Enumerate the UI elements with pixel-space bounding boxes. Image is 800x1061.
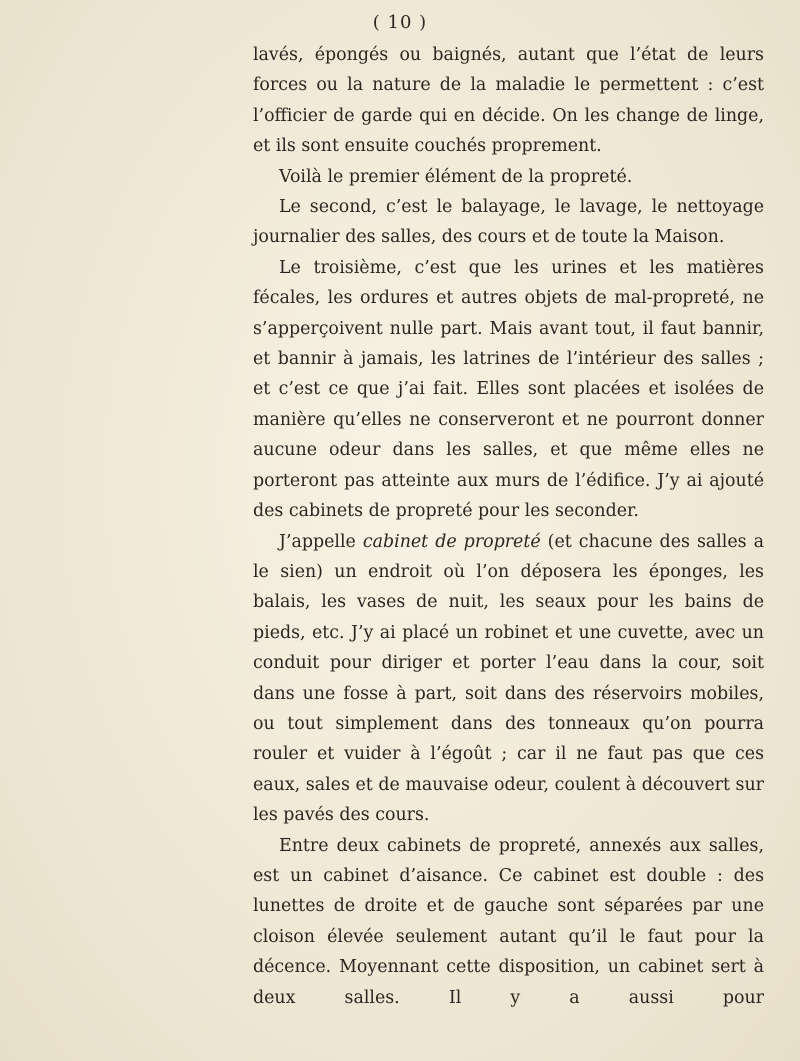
paragraph-4: Le troisième, c’est que les urines et les matières fécales, les ordures et autres objets de mal-propreté, ne s’apperçoivent nulle part. Mais avant tout, il faut bannir, et bannir à jamais, les latrines de l’intérieur des salles ; et c’est ce que j’ai fait. Elles sont placées et isolées de manière qu’elles ne conserveront et ne pourront donner aucune odeur dans les salles, et que même elles ne porteront pas atteinte aux murs de l’édifice. J’y ai ajouté des cabinets de propreté pour les seconder. <box>253 257 764 522</box>
paragraph-6: Entre deux cabinets de propreté, annexés aux salles, est un cabinet d’aisance. Ce cabinet est double : des lunettes de droite et de gauche sont séparées par une cloison élevée seulement autant qu’il le faut pour la décence. Moyennant cette disposition, un cabinet sert à deux salles. Il y a aussi pour <box>253 835 764 1008</box>
paragraph-2: Voilà le premier élément de la propreté. <box>279 166 633 187</box>
term-cabinet-de-proprete: cabinet de propreté <box>362 531 541 552</box>
page-number: ( 10 ) <box>372 12 428 33</box>
paragraph-1: lavés, épongés ou baignés, autant que l’état de leurs forces ou la nature de la maladie le permettent : c’est l’officier de garde qui en décide. On les change de linge, et ils sont ensuite couchés proprement. <box>253 45 764 157</box>
body-text <box>253 40 764 1013</box>
paragraph-5 <box>253 527 764 831</box>
paragraph-3: Le second, c’est le balayage, le lavage, le nettoyage journalier des salles, des cours et de toute la Maison. <box>253 197 764 248</box>
paragraph-5-rest: (et chacune des salles a le sien) un endroit où l’on déposera les éponges, les balais, les vases de nuit, les seaux pour les bains de pieds, etc. J’y ai placé un robinet et une cuvette, avec un conduit pour diriger et porter l’eau dans la cour, soit dans une fosse à part, soit dans des réservoirs mobiles, ou tout simplement dans des tonneaux qu’on pourra rouler et vuider à l’égoût ; car il ne faut pas que ces eaux, sales et de mauvaise odeur, coulent à découvert sur les pavés des cours. <box>253 531 764 826</box>
paragraph-5-lead: J’appelle <box>279 531 363 552</box>
